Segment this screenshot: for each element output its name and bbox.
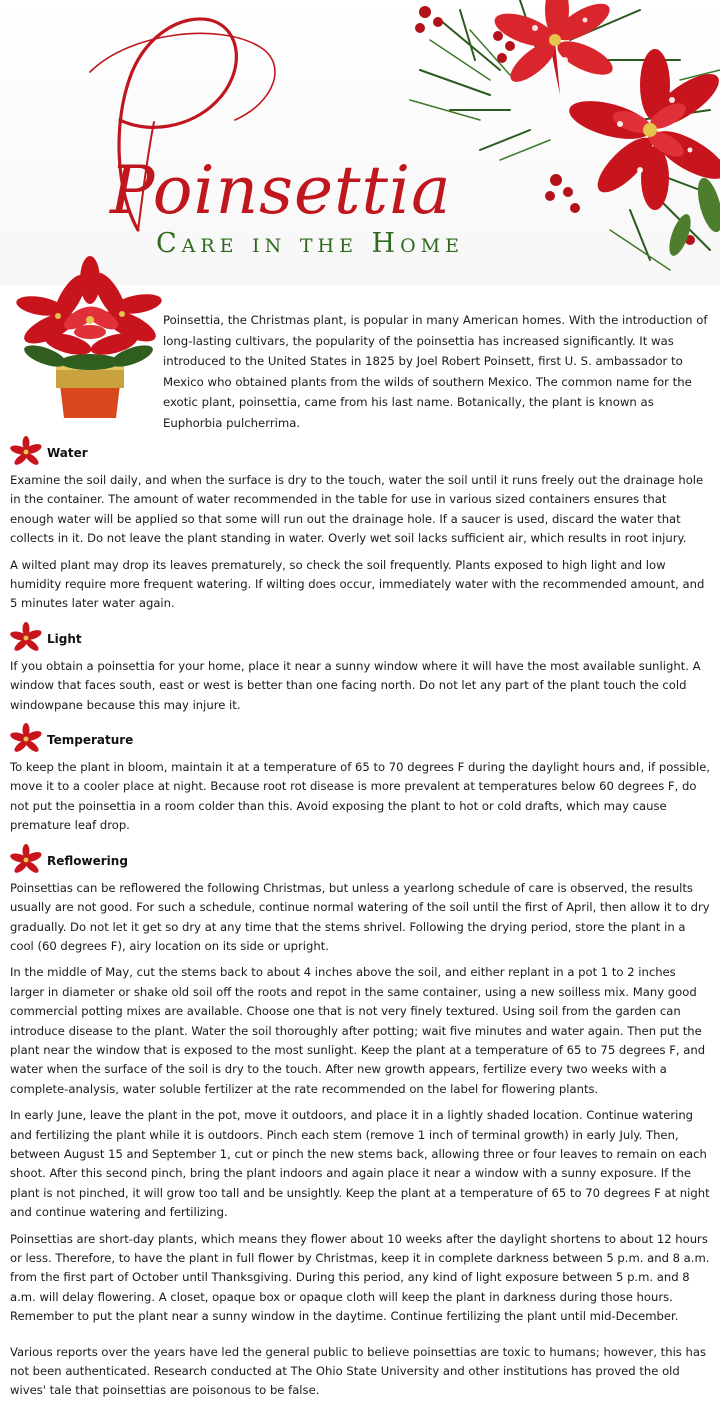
section-water xyxy=(10,436,712,614)
section-heading xyxy=(10,622,712,656)
poinsettia-bullet-icon xyxy=(10,623,42,655)
section-title: Temperature xyxy=(47,733,134,748)
page-subtitle: Care in the Home xyxy=(156,228,464,259)
section-paragraph: Poinsettias are short-day plants, which means they flower about 10 weeks after the daylight shortens to about 12 hours or less. Therefore, to have the plant in full flower by Christmas, keep it in complete darkness between 5 p.m. and 8 a.m. from the first part of October until Thanksgiving. During this period, any kind of light exposure between 5 p.m. and 8 a.m. will delay flowering. A closet, opaque box or opaque cloth will keep the plant in darkness during those hours. Remember to put the plant near a sunny window in the daytime. Continue fertilizing the plant until mid-December. xyxy=(10,1231,710,1324)
poinsettia-decoration xyxy=(380,0,720,285)
section-paragraph: In the middle of May, cut the stems back to about 4 inches above the soil, and either replant in a pot 1 to 2 inches larger in diameter or shake old soil off the roots and repot in the same container, using a new soilless mix. Many good commercial potting mixes are available. Choose one that is not very finely textured. Using soil from the garden can introduce disease to the plant. Water the soil thoroughly after potting; wait five minutes and water again. Then put the plant near the window that is exposed to the most sunlight. Keep the plant at a temperature of 65 to 75 degrees F, and water when the surface of the soil is dry to the touch. After new growth appears, fertilize every two weeks with a complete-analysis, water soluble fertilizer at the rate recommended on the label for flowering plants. xyxy=(10,965,706,1096)
section-heading xyxy=(10,723,712,757)
intro-paragraph: Poinsettia, the Christmas plant, is popular in many American homes. With the introduction of long-lasting cultivars, the popularity of the poinsettia has increased significantly. It was introduced to the United States in 1825 by Joel Robert Poinsett, first U. S. ambassador to Mexico who obtained plants from the wilds of southern Mexico. The common name for the exotic plant, poinsettia, came from his last name. Botanically, the plant is known as Euphorbia pulcherrima. xyxy=(163,313,708,430)
potted-poinsettia-image xyxy=(10,258,160,428)
section-paragraph: If you obtain a poinsettia for your home, place it near a sunny window where it will have the most available sunlight. A window that faces south, east or west is better than one facing north. Do not let any part of the plant touch the cold windowpane because this may injure it. xyxy=(10,658,701,712)
page-title: Poinsettia xyxy=(110,152,452,229)
poinsettia-bullet-icon xyxy=(10,845,42,877)
section-title: Water xyxy=(47,446,88,460)
section-title: Light xyxy=(47,631,82,646)
header-banner xyxy=(0,0,720,285)
poinsettia-bullet-icon xyxy=(10,437,42,469)
section-paragraph: A wilted plant may drop its leaves prematurely, so check the soil frequently. Plants exposed to high light and low humidity require more frequent watering. If wilting does occur, immediately water with the recommended amount, and 5 minutes later water again. xyxy=(10,557,705,611)
poinsettia-bullet-icon xyxy=(10,724,42,756)
section-paragraph: In early June, leave the plant in the pot, move it outdoors, and place it in a lightly shaded location. Continue watering and fertilizing the plant while it is outdoors. Pinch each stem (remove 1 inch of terminal growth) in early July. Then, between August 15 and September 1, cut or pinch the new stems back, allowing three or four leaves to remain on each shoot. After this second pinch, bring the plant indoors and again place it near a window with a sunny exposure. If the plant is not pinched, it will grow too tall and be unsightly. Keep the plant at a temperature of 65 to 70 degrees F at night and continue watering and fertilizing. xyxy=(10,1108,710,1220)
section-reflowering xyxy=(10,844,712,1327)
section-light xyxy=(10,622,712,715)
section-paragraph: To keep the plant in bloom, maintain it at a temperature of 65 to 70 degrees F during the daylight hours and, if possible, move it to a cooler place at night. Because root rot disease is more prevalent at temperatures below 60 degrees F, do not put the poinsettia in a room colder than this. Avoid exposing the plant to hot or cold drafts, which may cause premature leaf drop. xyxy=(10,760,711,833)
section-temperature xyxy=(10,723,712,836)
closing-paragraph: Various reports over the years have led the general public to believe poinsettias are toxic to humans; however, this has not been authenticated. Research conducted at The Ohio State University and other institutions has proved the old wives' tale that poinsettias are poisonous to be false. xyxy=(10,1344,707,1398)
section-heading xyxy=(10,436,712,470)
section-title: Reflowering xyxy=(47,853,128,868)
care-sections xyxy=(10,436,712,1408)
section-paragraph: Examine the soil daily, and when the surface is dry to the touch, water the soil until it runs freely out the drainage hole in the container. The amount of water recommended in the table for use in various sized containers ensures that enough water will be applied so that some will run out the drainage hole. If a saucer is used, discard the water that collects in it. Do not leave the plant standing in water. Overly wet soil lacks sufficient air, which results in root injury. xyxy=(10,473,704,546)
section-heading xyxy=(10,844,712,878)
section-paragraph: Poinsettias can be reflowered the following Christmas, but unless a yearlong schedule of care is observed, the results usually are not good. For such a schedule, continue normal watering of the soil until the first of April, then allow it to dry gradually. Do not let it get so dry at any time that the stems shrivel. Following the drying period, store the plant in a cool (60 degrees F), airy location on its side or upright. xyxy=(10,880,710,953)
